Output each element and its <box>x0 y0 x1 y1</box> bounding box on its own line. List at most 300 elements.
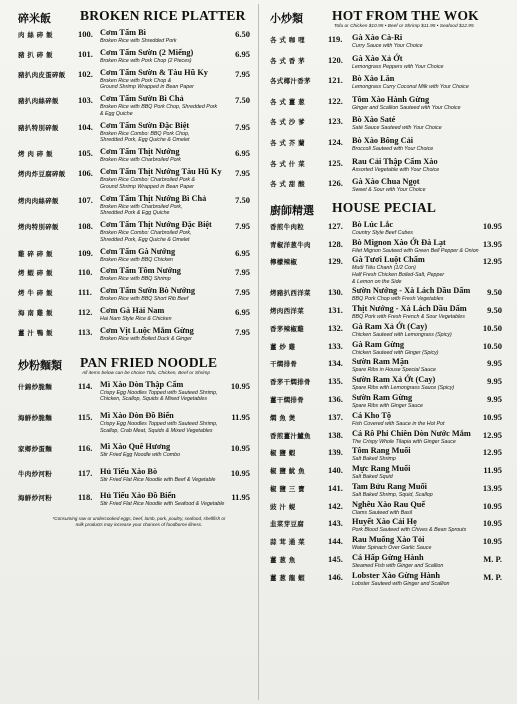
item-description: Chicken, Scallop, Squids & Mixed Vegetables <box>100 396 207 403</box>
menu-item <box>18 306 250 323</box>
item-name: Cá Rô Phi Chiên Dòn Nước Mắm <box>352 428 471 438</box>
item-number: 145. <box>328 554 343 564</box>
item-name-cn: 豬 扒 碎 飯 <box>18 50 53 59</box>
item-name-cn: 什錦炒脆麵 <box>18 382 52 391</box>
item-description: Broken Rice with Boiled Duck & Ginger <box>100 336 192 343</box>
item-body <box>100 247 250 264</box>
section-note: Tofu or Chicken $10.95 • Beef or Shrimp $11.95 • Seafood $12.95 <box>334 24 474 29</box>
item-body <box>352 220 502 237</box>
item-name: Tam Bửu Rang Muối <box>352 481 427 491</box>
item-body <box>100 94 250 117</box>
item-name-cn: 各式椰汁香茅 <box>270 77 311 86</box>
item-number: 103. <box>78 95 93 106</box>
item-description: The Crispy Whole Tilapia with Ginger Sauce <box>352 438 456 445</box>
menu-item <box>18 491 250 508</box>
item-description: Muối Tiêu Chanh (1/2 Con) <box>352 265 416 272</box>
item-number: 111. <box>78 287 92 298</box>
item-description: Ginger and Scallion Sauteed with Your Choice <box>352 104 461 111</box>
item-description: Saté Sauce Sauteed with Your Choice <box>352 125 442 132</box>
item-body <box>352 375 502 392</box>
menu-item <box>270 375 502 392</box>
item-name: Cơm Vịt Luộc Mắm Gừng <box>100 326 194 336</box>
item-name-cn: 香茅干燜排骨 <box>270 378 311 387</box>
item-description: Curry Sauce with Your Choice <box>352 43 423 49</box>
item-description: Broken Rice with Pork Chop & <box>100 77 172 84</box>
item-name-cn: 豬扒肉絲碎飯 <box>18 97 59 106</box>
item-description: Scallop, Crab Meat, Squids & Mixed Vegetables <box>100 427 213 434</box>
item-body <box>100 167 250 190</box>
item-number: 115. <box>78 411 93 422</box>
item-number: 100. <box>78 29 93 39</box>
item-price: 6.95 <box>235 48 250 59</box>
item-body <box>100 220 250 243</box>
item-price: 10.95 <box>230 443 250 454</box>
item-description: Broken Rice with Pork Chop (2 Pieces) <box>100 57 192 64</box>
item-body <box>352 304 502 321</box>
item-price: M. P. <box>483 554 502 564</box>
item-body <box>352 535 502 552</box>
item-name-cn: 燜 魚 煲 <box>270 413 296 422</box>
item-price: 6.50 <box>235 29 250 39</box>
item-price: 9.50 <box>487 287 502 298</box>
item-name-cn: 海 南 雞 飯 <box>18 309 53 318</box>
item-description: Lobster Sauteed with Ginger and Scallion <box>352 580 450 587</box>
item-body <box>100 306 250 323</box>
menu-item <box>18 467 250 484</box>
item-name-cn: 檸檬辣椒 <box>270 258 298 267</box>
item-name: Cá Kho Tộ <box>352 410 392 420</box>
item-body <box>352 340 502 357</box>
menu-item <box>270 74 502 91</box>
item-number: 142. <box>328 500 343 511</box>
item-body <box>100 491 250 508</box>
item-name-cn: 椒 鹽 魷 魚 <box>270 467 305 476</box>
item-body <box>352 553 502 570</box>
item-description: & Lemon on the Side <box>352 278 402 285</box>
item-name-cn: 烤 牛 碎 飯 <box>18 289 53 298</box>
item-description: Salt Baked Squid <box>352 474 393 481</box>
item-body <box>100 467 250 484</box>
item-name: Cơm Tấm Sườn (2 Miếng) <box>100 47 194 57</box>
item-price: 7.95 <box>235 68 250 79</box>
item-name-cn: 烤肉炸豆腐碎飯 <box>18 170 66 179</box>
item-description: Spare Ribs in House Special Sauce <box>352 367 436 374</box>
item-description: BBQ Pork Chop with Fresh Vegetables <box>352 296 444 303</box>
item-name: Mực Rang Muối <box>352 464 411 474</box>
item-name-cn: 豬扒肉皮蛋碎飯 <box>18 70 66 79</box>
item-body <box>352 393 502 410</box>
item-body <box>352 286 502 303</box>
item-name: Lobster Xào Gừng Hành <box>352 570 441 580</box>
item-number: 146. <box>328 571 343 582</box>
item-name: Sườn Nướng - Xà Lách Dầu Dấm <box>352 286 471 296</box>
item-description: Assorted Vegetable with Your Choice <box>352 166 440 173</box>
item-number: 130. <box>328 287 343 298</box>
item-number: 114. <box>78 380 93 391</box>
item-description: Spare Ribs with Ginger Sauce <box>352 402 423 409</box>
item-number: 140. <box>328 465 343 476</box>
section-title: HOUSE PECIAL <box>332 199 437 215</box>
item-description: Stir Fried Egg Noodle with Combo <box>100 452 181 459</box>
item-price: 9.50 <box>487 305 502 316</box>
item-body <box>100 266 250 283</box>
item-description: Crispy Egg Noodles Topped with Sauteed Shrimp, <box>100 389 218 396</box>
menu-item <box>270 500 502 517</box>
item-body <box>352 74 502 91</box>
item-name-cn: 雞 碎 碎 飯 <box>18 249 53 258</box>
item-price: 12.95 <box>482 256 502 267</box>
item-description: Hai Nam Style Rice & Chicken <box>100 316 172 323</box>
left-column <box>18 8 250 528</box>
item-description: Broken Rice with BBQ Chicken <box>100 256 174 263</box>
item-description: Pork Blood Sauteed with Chives & Bean Sprouts <box>352 527 467 534</box>
menu-item <box>270 429 502 446</box>
menu-item <box>18 94 250 117</box>
section-header-wok <box>270 8 502 28</box>
item-name-cn: 椒 鹽 三 寶 <box>270 484 305 493</box>
item-description: Broken Rice with Shredded Pork <box>100 38 177 44</box>
menu-item <box>18 247 250 264</box>
item-name-cn: 香茅辣椒雞 <box>270 324 304 333</box>
item-number: 117. <box>78 467 93 478</box>
item-name-cn: 各 式 薑 葱 <box>270 97 305 106</box>
item-body <box>352 500 502 517</box>
item-name: Sườn Ram Xả Ớt (Cay) <box>352 375 436 385</box>
item-price: 10.95 <box>482 536 502 547</box>
item-description: Chicken Sauteed with Lemongrass (Spicy) <box>352 331 452 338</box>
item-number: 120. <box>328 54 343 65</box>
menu-item <box>18 167 250 190</box>
item-body <box>352 571 502 588</box>
item-price: 11.95 <box>231 411 250 422</box>
consumer-advisory: *Consuming raw or undercooked eggs, beef, lamb, pork, poultry, seafood, shellfish or milk products may increase your chances of foodborne illness. <box>52 515 226 527</box>
section-title-cn: 小炒類 <box>270 12 303 25</box>
item-name-cn: 各 式 甜 酸 <box>270 180 305 189</box>
menu-item <box>270 33 502 50</box>
item-description: Broken Rice with BBQ Pork Chop, Shredded Pork <box>100 104 218 111</box>
menu-item <box>18 411 250 434</box>
item-name-cn: 薑 汁 鴨 飯 <box>18 329 53 338</box>
item-description: Broken Rice with BBQ Shrimp <box>100 276 171 283</box>
item-body <box>100 380 250 403</box>
item-name: Cơm Tấm Thịt Nướng <box>100 147 180 157</box>
item-name: Huyết Xào Cải Hẹ <box>352 517 417 527</box>
item-price: 7.95 <box>235 267 250 278</box>
item-description: & Egg Quiche <box>100 110 133 117</box>
item-description: Lemongrass Peppers with Your Choice <box>352 63 444 70</box>
item-number: 133. <box>328 340 343 351</box>
item-description: Filet Mignon Sauteed with Green Bell Pepper & Onion <box>352 247 479 254</box>
item-name: Cơm Tấm Sườn Đặc Biệt <box>100 120 190 130</box>
item-description: Broken Rice with BBQ Short Rib Beef <box>100 296 189 303</box>
menu-item <box>270 136 502 153</box>
item-price: 10.95 <box>482 220 502 231</box>
menu-item <box>270 464 502 481</box>
item-price: 10.50 <box>482 340 502 351</box>
item-name: Cá Hấp Gừng Hành <box>352 553 424 562</box>
menu-item <box>18 147 250 164</box>
item-description: Salt Baked Shrimp <box>352 456 396 463</box>
menu-item <box>270 255 502 285</box>
item-description: Steamed Fish with Ginger and Scallion <box>352 563 444 569</box>
item-description: Stir Fried Flat Rice Noodle with Seafood & Vegetable <box>100 501 225 508</box>
item-description: Ground Shrimp Wrapped in Bean Paper <box>100 183 194 190</box>
item-price: M. P. <box>483 571 502 582</box>
item-name-cn: 各 式 沙 爹 <box>270 118 305 127</box>
item-name-cn: 海鮮炒河粉 <box>18 494 52 503</box>
item-number: 102. <box>78 68 93 79</box>
item-body <box>352 446 502 463</box>
item-name: Cơm Tấm Thịt Nướng Tàu Hũ Ky <box>100 167 222 177</box>
item-name-cn: 烤肉特別碎飯 <box>18 223 59 232</box>
item-number: 134. <box>328 358 343 369</box>
item-number: 124. <box>328 136 343 147</box>
item-number: 143. <box>328 518 343 529</box>
item-name-cn: 烤 蝦 碎 飯 <box>18 269 53 278</box>
item-number: 112. <box>78 307 93 318</box>
menu-item <box>18 266 250 283</box>
item-name-cn: 各 式 咖 哩 <box>270 36 305 44</box>
item-price: 11.95 <box>231 492 250 503</box>
item-number: 136. <box>328 393 343 404</box>
section-title-cn: 炒粉麵類 <box>18 358 62 372</box>
item-number: 108. <box>78 221 93 232</box>
menu-item <box>270 357 502 374</box>
item-body <box>352 517 502 534</box>
item-price: 10.95 <box>482 500 502 511</box>
item-body <box>352 95 502 112</box>
item-name-cn: 烤肉西洋菜 <box>270 307 304 316</box>
item-price: 7.95 <box>235 287 250 298</box>
item-body <box>100 28 250 45</box>
item-price: 9.95 <box>487 393 502 404</box>
item-name-cn: 豬扒特別碎飯 <box>18 123 59 132</box>
item-name: Gà Ram Xả Ớt (Cay) <box>352 321 428 331</box>
item-price: 13.95 <box>482 482 502 493</box>
menu-item <box>270 535 502 552</box>
item-name: Gà Ram Gừng <box>352 339 404 349</box>
item-name: Nghêu Xào Rau Quế <box>352 499 426 509</box>
item-description: Country Style Beef Cubes <box>352 229 413 236</box>
item-price: 7.50 <box>235 95 250 106</box>
item-name: Tôm Rang Muối <box>352 446 411 456</box>
item-name-cn: 烤肉肉絲碎飯 <box>18 196 59 205</box>
item-body <box>352 238 502 255</box>
item-description: Broken Rice Combo: Charbroiled Pork, <box>100 230 192 237</box>
section-title: PAN FRIED NOODLE <box>80 354 218 370</box>
item-number: 101. <box>78 48 93 59</box>
item-number: 127. <box>328 220 343 231</box>
item-number: 129. <box>328 256 343 267</box>
menu-item <box>18 48 250 65</box>
item-name: Cơm Tấm Tôm Nướng <box>100 266 181 276</box>
item-name: Cơm Tấm Thịt Nướng Bì Chả <box>100 193 207 203</box>
item-name: Cơm Gà Hải Nam <box>100 306 165 316</box>
item-description: Broken Rice Combo: Charbroiled Pork & <box>100 177 196 184</box>
item-body <box>352 357 502 374</box>
menu-item <box>270 304 502 321</box>
item-number: 105. <box>78 148 93 159</box>
item-description: BBQ Pork with Fresh French & Sour Vegetables <box>352 314 465 321</box>
menu-item <box>270 95 502 112</box>
item-name-cn: 烤 肉 碎 飯 <box>18 150 53 159</box>
item-number: 118. <box>78 492 93 503</box>
item-description: Broken Rice with Charbroiled Pork <box>100 157 181 164</box>
item-number: 132. <box>328 322 343 333</box>
item-price: 7.50 <box>235 194 250 205</box>
item-body <box>352 136 502 153</box>
item-description: Ground Shrimp Wrapped in Bean Paper <box>100 84 194 91</box>
item-name: Tôm Xào Hành Gừng <box>352 94 430 104</box>
item-price: 10.50 <box>482 322 502 333</box>
item-body <box>100 121 250 144</box>
item-name: Cơm Tấm Bì <box>100 28 146 37</box>
item-number: 141. <box>328 482 343 493</box>
menu-item <box>18 286 250 303</box>
item-number: 107. <box>78 194 93 205</box>
section-header-broken-rice <box>18 8 250 28</box>
item-body <box>100 147 250 164</box>
section-header-house <box>270 200 502 220</box>
item-number: 144. <box>328 536 343 547</box>
menu-item <box>18 28 250 45</box>
item-price: 12.95 <box>482 429 502 440</box>
item-body <box>352 157 502 174</box>
item-name-cn: 韭菜芽豆腐 <box>270 520 304 529</box>
menu-item <box>18 68 250 91</box>
menu-item <box>270 157 502 174</box>
item-name: Cơm Tấm Sườn Bò Nướng <box>100 286 196 296</box>
item-body <box>100 286 250 303</box>
item-price: 13.95 <box>482 238 502 249</box>
item-number: 110. <box>78 267 93 278</box>
menu-item <box>270 517 502 534</box>
item-name: Rau Cải Thập Cẩm Xào <box>352 156 438 166</box>
item-body <box>352 429 502 446</box>
item-description: Shredded Pork & Egg Quiche <box>100 210 170 217</box>
item-price: 9.95 <box>487 376 502 387</box>
item-price: 10.95 <box>230 380 250 391</box>
menu-item <box>270 115 502 132</box>
item-description: Shredded Pork, Egg Quiche & Omelet <box>100 236 190 243</box>
item-number: 138. <box>328 429 343 440</box>
item-name: Bò Xào Bông Cải <box>352 135 414 145</box>
item-price: 7.95 <box>235 168 250 179</box>
item-number: 122. <box>328 95 343 106</box>
item-number: 121. <box>328 75 343 86</box>
pan-fried-list <box>18 380 250 508</box>
menu-item <box>18 121 250 144</box>
item-number: 113. <box>78 327 93 338</box>
menu-item <box>270 571 502 588</box>
item-name: Gà Xào Chua Ngọt <box>352 177 420 187</box>
item-name: Thịt Nướng - Xà Lách Dầu Dấm <box>352 304 467 314</box>
item-name: Mì Xào Dòn Đồ Biển <box>100 410 174 420</box>
item-name-cn: 蒜 茸 通 菜 <box>270 538 305 547</box>
section-header-pan-fried <box>18 355 250 375</box>
item-number: 128. <box>328 238 343 249</box>
item-name-cn: 烤豬扒西洋菜 <box>270 289 311 298</box>
right-column <box>270 8 502 589</box>
column-divider <box>258 4 259 700</box>
item-name-cn: 干燜排骨 <box>270 360 298 369</box>
item-name-cn: 各 式 什 菜 <box>270 159 305 168</box>
item-price: 11.95 <box>483 465 502 476</box>
item-name: Mì Xào Quê Hương <box>100 442 171 452</box>
house-special-list <box>270 220 502 588</box>
section-title: BROKEN RICE PLATTER <box>80 8 246 23</box>
item-number: 104. <box>78 121 93 132</box>
item-body <box>352 464 502 481</box>
item-price: 7.95 <box>235 121 250 132</box>
item-body <box>100 68 250 91</box>
item-name-cn: 各 式 芥 蘭 <box>270 138 305 147</box>
item-body <box>352 54 502 71</box>
item-price: 6.95 <box>235 247 250 258</box>
wok-list <box>270 33 502 194</box>
item-name-cn: 牛肉炒河粉 <box>18 469 52 478</box>
item-name-cn: 薑 葱 魚 <box>270 556 296 564</box>
item-description: Clams Sauteed with Basil <box>352 509 413 516</box>
item-name-cn: 青椒洋葱牛肉 <box>270 240 311 249</box>
item-description: Broken Rice Combo: BBQ Pork Chop, <box>100 130 190 137</box>
item-body <box>100 411 250 434</box>
item-description: Sweet & Sour with Your Choice <box>352 187 426 194</box>
item-name-cn: 香煎牛肉粒 <box>270 222 304 231</box>
menu-item <box>270 177 502 194</box>
item-name-cn: 海鮮炒脆麵 <box>18 413 52 422</box>
item-description: Fish Covered with Sauce in the Hot Pot <box>352 420 445 427</box>
item-price: 6.95 <box>235 148 250 159</box>
item-name-cn: 肉 絲 碎 飯 <box>18 31 53 39</box>
item-body <box>352 482 502 499</box>
section-note: All items below can be choice Tofu, Chicken, Beef or Shrimp <box>82 370 211 376</box>
item-body <box>100 326 250 343</box>
section-title-cn: 廚師精選 <box>270 203 314 217</box>
menu-item <box>270 340 502 357</box>
menu-item <box>18 380 250 403</box>
item-name-cn: 薑 炒 雞 <box>270 342 296 351</box>
item-name-cn: 薑 葱 龍 蝦 <box>270 573 305 582</box>
section-title: HOT FROM THE WOK <box>332 8 479 23</box>
item-name-cn: 香煎薑汁鱸魚 <box>270 431 311 440</box>
item-name: Cơm Tấm Sườn Bì Chả <box>100 94 184 104</box>
item-description: Crispy Egg Noodles Topped with Sauteed Shrimp, <box>100 420 218 427</box>
item-name: Sườn Ram Mặn <box>352 357 409 367</box>
item-description: Water Spinach Over Garlic Sauce <box>352 545 432 552</box>
menu-item <box>270 446 502 463</box>
item-body <box>352 115 502 132</box>
menu-item <box>270 411 502 428</box>
item-description: Stir Fried Flat Rice Noodle with Beef & Vegetable <box>100 476 216 483</box>
item-description: Lemongrass Curry Coconut Milk with Your Choice <box>352 84 469 91</box>
item-description: Salt Baked Shrimp, Squid, Scallop <box>352 491 433 498</box>
item-number: 131. <box>328 305 343 316</box>
item-body <box>352 322 502 339</box>
item-name: Mì Xào Dòn Thập Cẩm <box>100 379 184 389</box>
item-body <box>352 33 502 50</box>
item-number: 123. <box>328 116 343 127</box>
item-name: Cơm Tấm Gà Nướng <box>100 246 176 256</box>
item-number: 125. <box>328 157 343 168</box>
item-name: Cơm Tấm Thịt Nướng Đặc Biệt <box>100 220 212 230</box>
item-name-cn: 各 式 香 茅 <box>270 56 305 65</box>
item-number: 139. <box>328 447 343 458</box>
item-name-cn: 豉 汁 蜆 <box>270 502 296 511</box>
item-description: Shredded Pork, Egg Quiche & Omelet <box>100 137 190 144</box>
item-body <box>352 177 502 194</box>
menu-item <box>270 286 502 303</box>
